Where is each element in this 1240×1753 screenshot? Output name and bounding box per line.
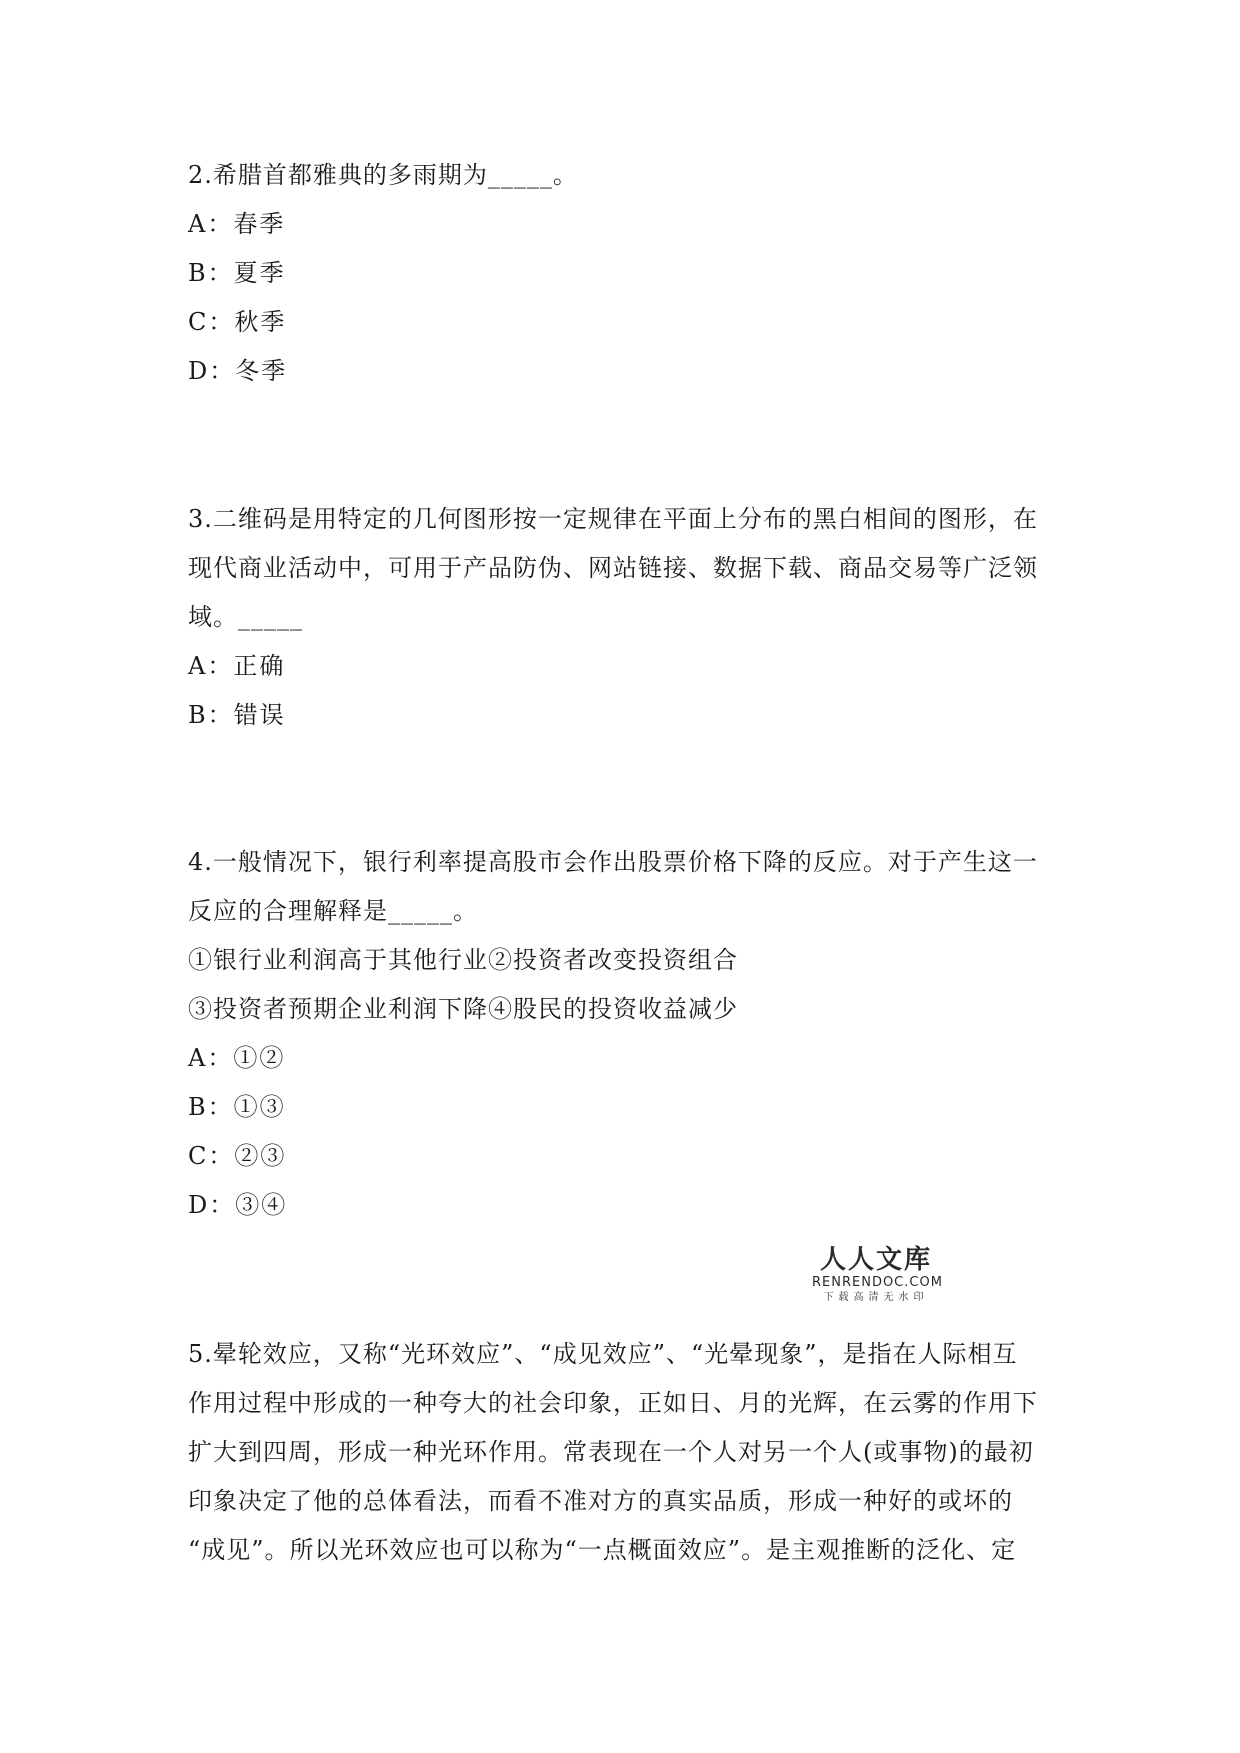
question-2-stem: 2.希腊首都雅典的多雨期为_____。 (188, 161, 578, 189)
question-5-stem-line-1: 5.晕轮效应，又称“光环效应”、“成见效应”、“光晕现象”，是指在人际相互 (188, 1340, 1018, 1368)
watermark-subtitle: 下载高清无水印 (823, 1292, 929, 1303)
question-2-option-b: B：夏季 (188, 259, 286, 287)
watermark-domain: RENRENDOC.COM (812, 1275, 943, 1290)
question-2-option-a: A：春季 (188, 210, 286, 238)
question-4-stem-line-2: 反应的合理解释是_____。 (188, 897, 478, 925)
question-3-stem-line-1: 3.二维码是用特定的几何图形按一定规律在平面上分布的黑白相间的图形，在 (188, 505, 1038, 533)
question-3-option-a: A：正确 (188, 652, 286, 680)
question-4-option-b: B：①③ (188, 1093, 286, 1121)
watermark-title: 人人文库 (819, 1245, 932, 1275)
question-4-option-d: D：③④ (188, 1191, 288, 1219)
question-4-statement-line-2: ③投资者预期企业利润下降④股民的投资收益减少 (188, 995, 738, 1023)
question-4-option-a: A：①② (188, 1044, 286, 1072)
renrendoc-watermark (812, 1245, 943, 1305)
question-3-stem-line-3: 域。_____ (188, 603, 303, 631)
question-5-stem-line-2: 作用过程中形成的一种夸大的社会印象，正如日、月的光辉，在云雾的作用下 (188, 1389, 1038, 1417)
question-5-stem-line-5: “成见”。所以光环效应也可以称为“一点概面效应”。是主观推断的泛化、定 (188, 1536, 1017, 1564)
question-2-option-d: D：冬季 (188, 357, 288, 385)
question-4-option-c: C：②③ (188, 1142, 287, 1170)
question-3-option-b: B：错误 (188, 701, 286, 729)
question-4-stem-line-1: 4.一般情况下，银行利率提高股市会作出股票价格下降的反应。对于产生这一 (188, 848, 1038, 876)
question-4-statement-line-1: ①银行业利润高于其他行业②投资者改变投资组合 (188, 946, 738, 974)
question-3-stem-line-2: 现代商业活动中，可用于产品防伪、网站链接、数据下载、商品交易等广泛领 (188, 554, 1038, 582)
question-5-stem-line-3: 扩大到四周，形成一种光环作用。常表现在一个人对另一个人(或事物)的最初 (188, 1438, 1034, 1466)
question-2-option-c: C：秋季 (188, 308, 287, 336)
question-5-stem-line-4: 印象决定了他的总体看法，而看不准对方的真实品质，形成一种好的或坏的 (188, 1487, 1013, 1515)
